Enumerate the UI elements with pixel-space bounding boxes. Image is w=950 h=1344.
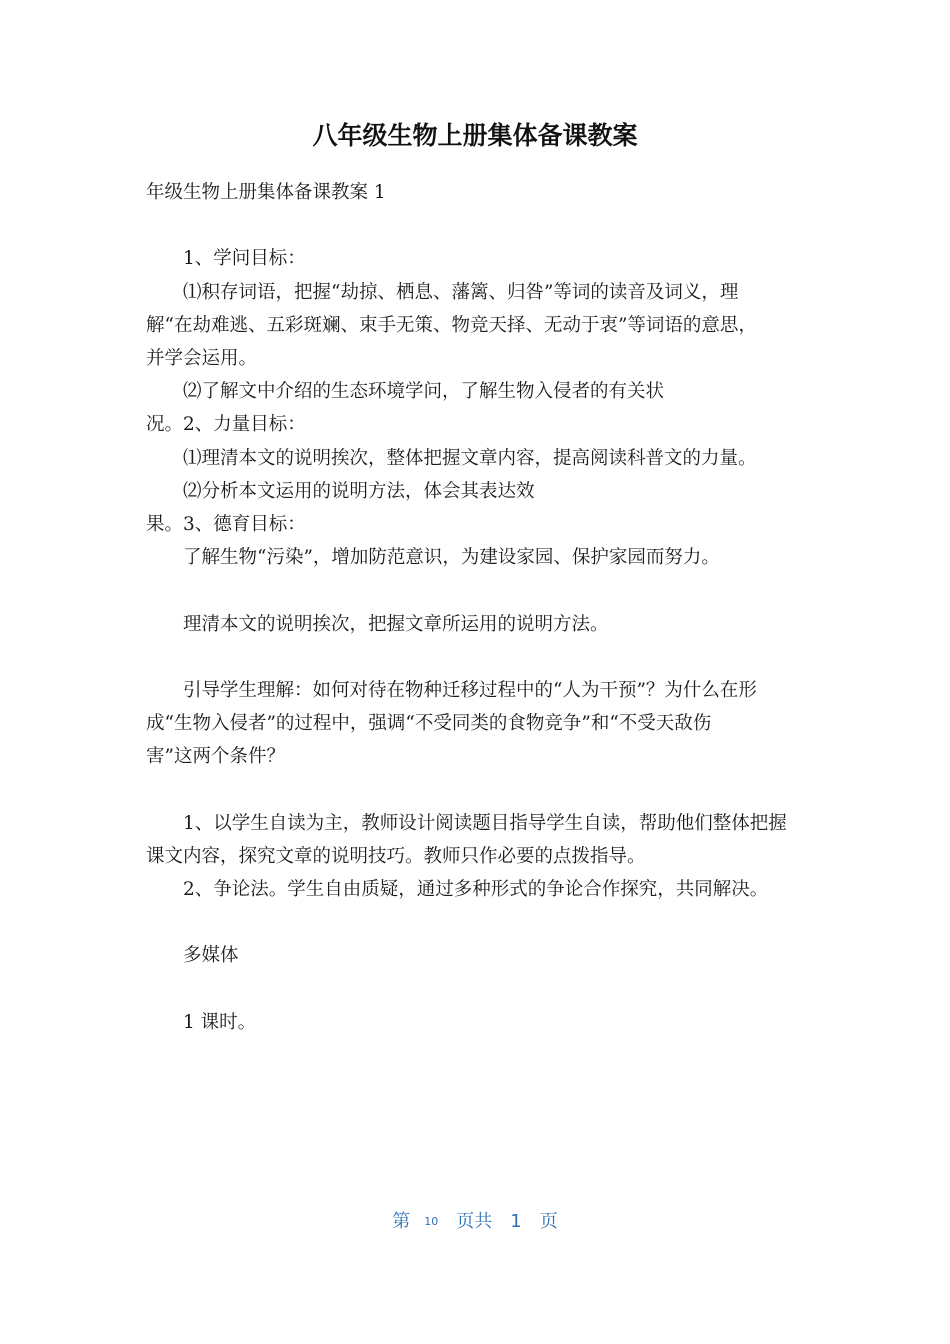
document-title: 八年级生物上册集体备课教案 [312, 121, 638, 150]
text-line: 2、争论法。学生自由质疑，通过多种形式的争论合作探究，共同解决。 [183, 879, 769, 900]
text-line: 引导学生理解：如何对待在物种迁移过程中的“人为干预”？为什么在形 [183, 680, 757, 701]
footer-prefix: 第 [392, 1211, 411, 1232]
text-line: ⑵了解文中介绍的生态环境学问，了解生物入侵者的有关状 [183, 381, 665, 402]
footer-current-page: 10 [424, 1215, 439, 1228]
text-line: 多媒体 [183, 945, 239, 966]
footer-total-pages: 1 [510, 1211, 522, 1232]
text-line: ⑴积存词语，把握“劫掠、栖息、藩篱、归咎”等词的读音及词义，理 [183, 282, 739, 303]
text-line: 害”这两个条件？ [146, 746, 285, 767]
text-line: 了解生物“污染”，增加防范意识，为建设家园、保护家园而努力。 [183, 547, 720, 568]
page-footer [0, 1208, 950, 1236]
text-line: ⑵分析本文运用的说明方法，体会其表达效 [183, 481, 535, 502]
text-line: 并学会运用。 [146, 348, 258, 369]
footer-suffix: 页 [539, 1211, 558, 1232]
text-line: 课文内容，探究文章的说明技巧。教师只作必要的点拨指导。 [146, 846, 646, 867]
text-line: 理清本文的说明挨次，把握文章所运用的说明方法。 [183, 614, 609, 635]
text-line: 果。3、德育目标： [146, 514, 306, 535]
subtitle-line: 年级生物上册集体备课教案 1 [146, 182, 386, 203]
text-line: 1、以学生自读为主，教师设计阅读题目指导学生自读，帮助他们整体把握 [183, 813, 787, 834]
text-line: 1、学问目标： [183, 248, 306, 269]
text-line: 解“在劫难逃、五彩斑斓、束手无策、物竞天择、无动于衷”等词语的意思， [146, 315, 757, 336]
text-line: 成“生物入侵者”的过程中，强调“不受同类的食物竞争”和“不受天敌伤 [146, 713, 712, 734]
text-line: 1 课时。 [183, 1012, 257, 1033]
footer-middle: 页共 [456, 1211, 493, 1232]
text-line: ⑴理清本文的说明挨次，整体把握文章内容，提高阅读科普文的力量。 [183, 448, 757, 469]
text-line: 况。2、力量目标： [146, 414, 306, 435]
